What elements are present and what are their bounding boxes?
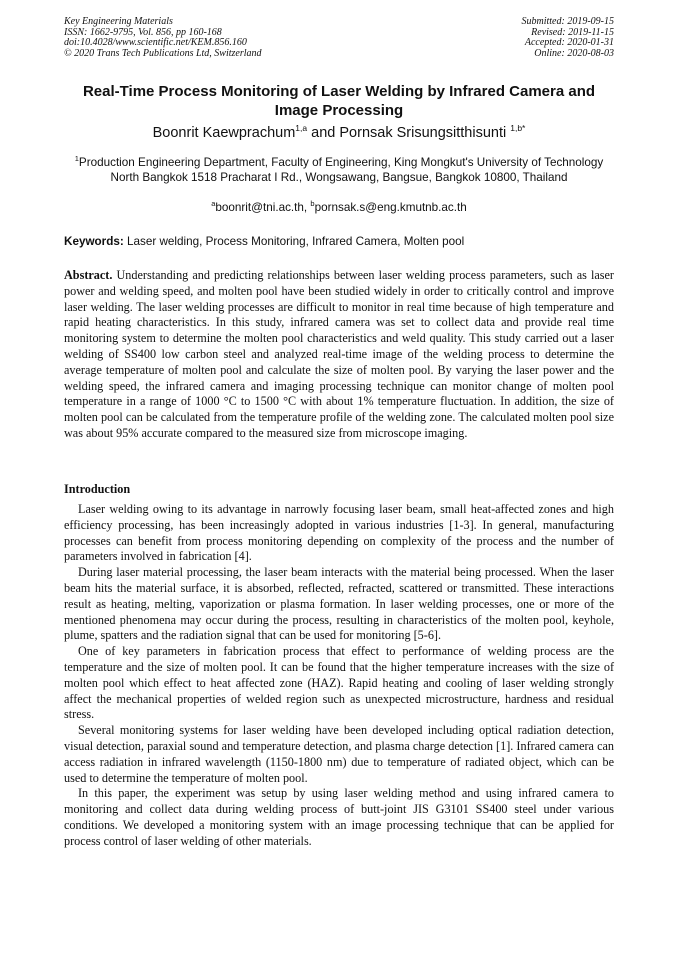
affiliation-text: Production Engineering Department, Faculty of Engineering, King Mongkut's University of Technology North Bangkok 1518 Pracharat I Rd., Wongsawang, Bangsue, Bangkok 10800, Thailand: [78, 155, 604, 184]
abstract: [64, 268, 614, 442]
email-address: boonrit@tni.ac.th,: [215, 200, 311, 214]
paragraph: In this paper, the experiment was setup by using laser welding method and using infrared camera to monitoring and collect data during welding process of butt-joint JIS G3101 SS400 steel under various conditions. We developed a monitoring system with an image processing technique that can be applied for process control of laser welding of other materials.: [64, 786, 614, 848]
email-superscript: b: [310, 199, 315, 208]
date-accepted: Accepted: 2020-01-31: [524, 37, 614, 49]
keywords: [64, 235, 618, 248]
email-address: pornsak.s@eng.kmutnb.ac.th: [314, 200, 467, 214]
keywords-label: Keywords:: [64, 235, 124, 248]
date-revised: Revised: 2019-11-15: [531, 26, 614, 38]
journal-info: [64, 17, 262, 59]
date-submitted: Submitted: 2019-09-15: [521, 16, 614, 27]
paragraph: One of key parameters in fabrication process that effect to performance of welding process are the temperature and the size of molten pool. It can be found that the higher temperature increases with the size of molten pool which effect to heat affected zone (HAZ). Rapid heating and cooling of laser welding strongly affect the mechanical properties of welded region such as unexpected microstructure, hardness and residual stress.: [64, 644, 614, 722]
journal-name: Key Engineering Materials: [64, 16, 173, 27]
affiliation-superscript: 1: [74, 154, 79, 163]
author-list: [40, 123, 638, 141]
journal-issn: ISSN: 1662-9795, Vol. 856, pp 160-168: [64, 26, 222, 38]
author-emails: [60, 199, 618, 214]
email-superscript: a: [211, 199, 216, 208]
abstract-text: Understanding and predicting relationships between laser welding process parameters, such as laser power and welding speed, and molten pool have been studied widely in order to critically control and improve laser welding. The laser welding processes are difficult to monitor in real time because of high temperature and rapid heating characteristics. In this study, infrared camera was set to collect data and provide real time monitoring system to determine the molten pool characteristics and weld quality. This study carried out a laser welding of SS400 low carbon steel and analyzed real-time image of the welding process to determine the average temperature of molten pool and calculate the size of molten pool. By varying the laser power and the welding speed, the infrared camera and imaging processing technique can monitor change of molten pool temperature in a range of 1000 °C to 1500 °C with about 1% temperature fluctuation. In addition, the size of molten pool can be calculated from the temperature profile of the welding zone. The calculated molten pool size was about 95% accurate compared to the measured size from microscope imaging.: [64, 268, 614, 440]
affiliation: [70, 151, 608, 185]
paragraph: Several monitoring systems for laser welding have been developed including optical radiation detection, visual detection, paraxial sound and temperature detection, and plasma charge detection [1]. Infrared camera can access radiation in infrared wavelength (1150-1800 nm) due to temperature of radiated object, which can be used to determine the temperature of molten pool.: [64, 723, 614, 785]
paragraph: Laser welding owing to its advantage in narrowly focusing laser beam, small heat-affected zones and high efficiency processing, has been increasingly adopted in various industries [1-3]. In general, manufacturing processes can benefit from process monitoring depending on complexity of the process and the number of parameters involved in fabrication [4].: [64, 502, 614, 564]
section-heading: Introduction: [64, 482, 131, 496]
author-separator: and: [307, 124, 340, 141]
author-name: Boonrit Kaewprachum: [152, 124, 296, 141]
author-name: Pornsak Srisungsitthisunti: [339, 124, 511, 141]
paper-title: Real-Time Process Monitoring of Laser Welding by Infrared Camera and Image Processing: [82, 83, 596, 119]
author-superscript: 1,a: [295, 123, 308, 133]
journal-header: [64, 17, 614, 59]
journal-copyright: © 2020 Trans Tech Publications Ltd, Switzerland: [64, 47, 262, 59]
paragraph: During laser material processing, the laser beam interacts with the material being processed. When the laser beam hits the material surface, it is absorbed, reflected, refracted, scattered or transmitted. These interactions result as heating, melting, vaporization or plasma formation. In laser welding processes, one or more of the mentioned phenomena may occur during the process, resulting in characteristics of the molten pool, keyhole, plume, spatters and the radiation signal that can be used for monitoring [5-6].: [64, 565, 614, 643]
introduction-body: [64, 502, 614, 850]
abstract-label: Abstract.: [64, 268, 113, 282]
author-superscript: 1,b*: [510, 123, 526, 133]
journal-doi: doi:10.4028/www.scientific.net/KEM.856.160: [64, 37, 247, 49]
date-online: Online: 2020-08-03: [534, 47, 614, 59]
keywords-text: Laser welding, Process Monitoring, Infrared Camera, Molten pool: [123, 235, 465, 248]
paper-dates: [522, 17, 615, 59]
